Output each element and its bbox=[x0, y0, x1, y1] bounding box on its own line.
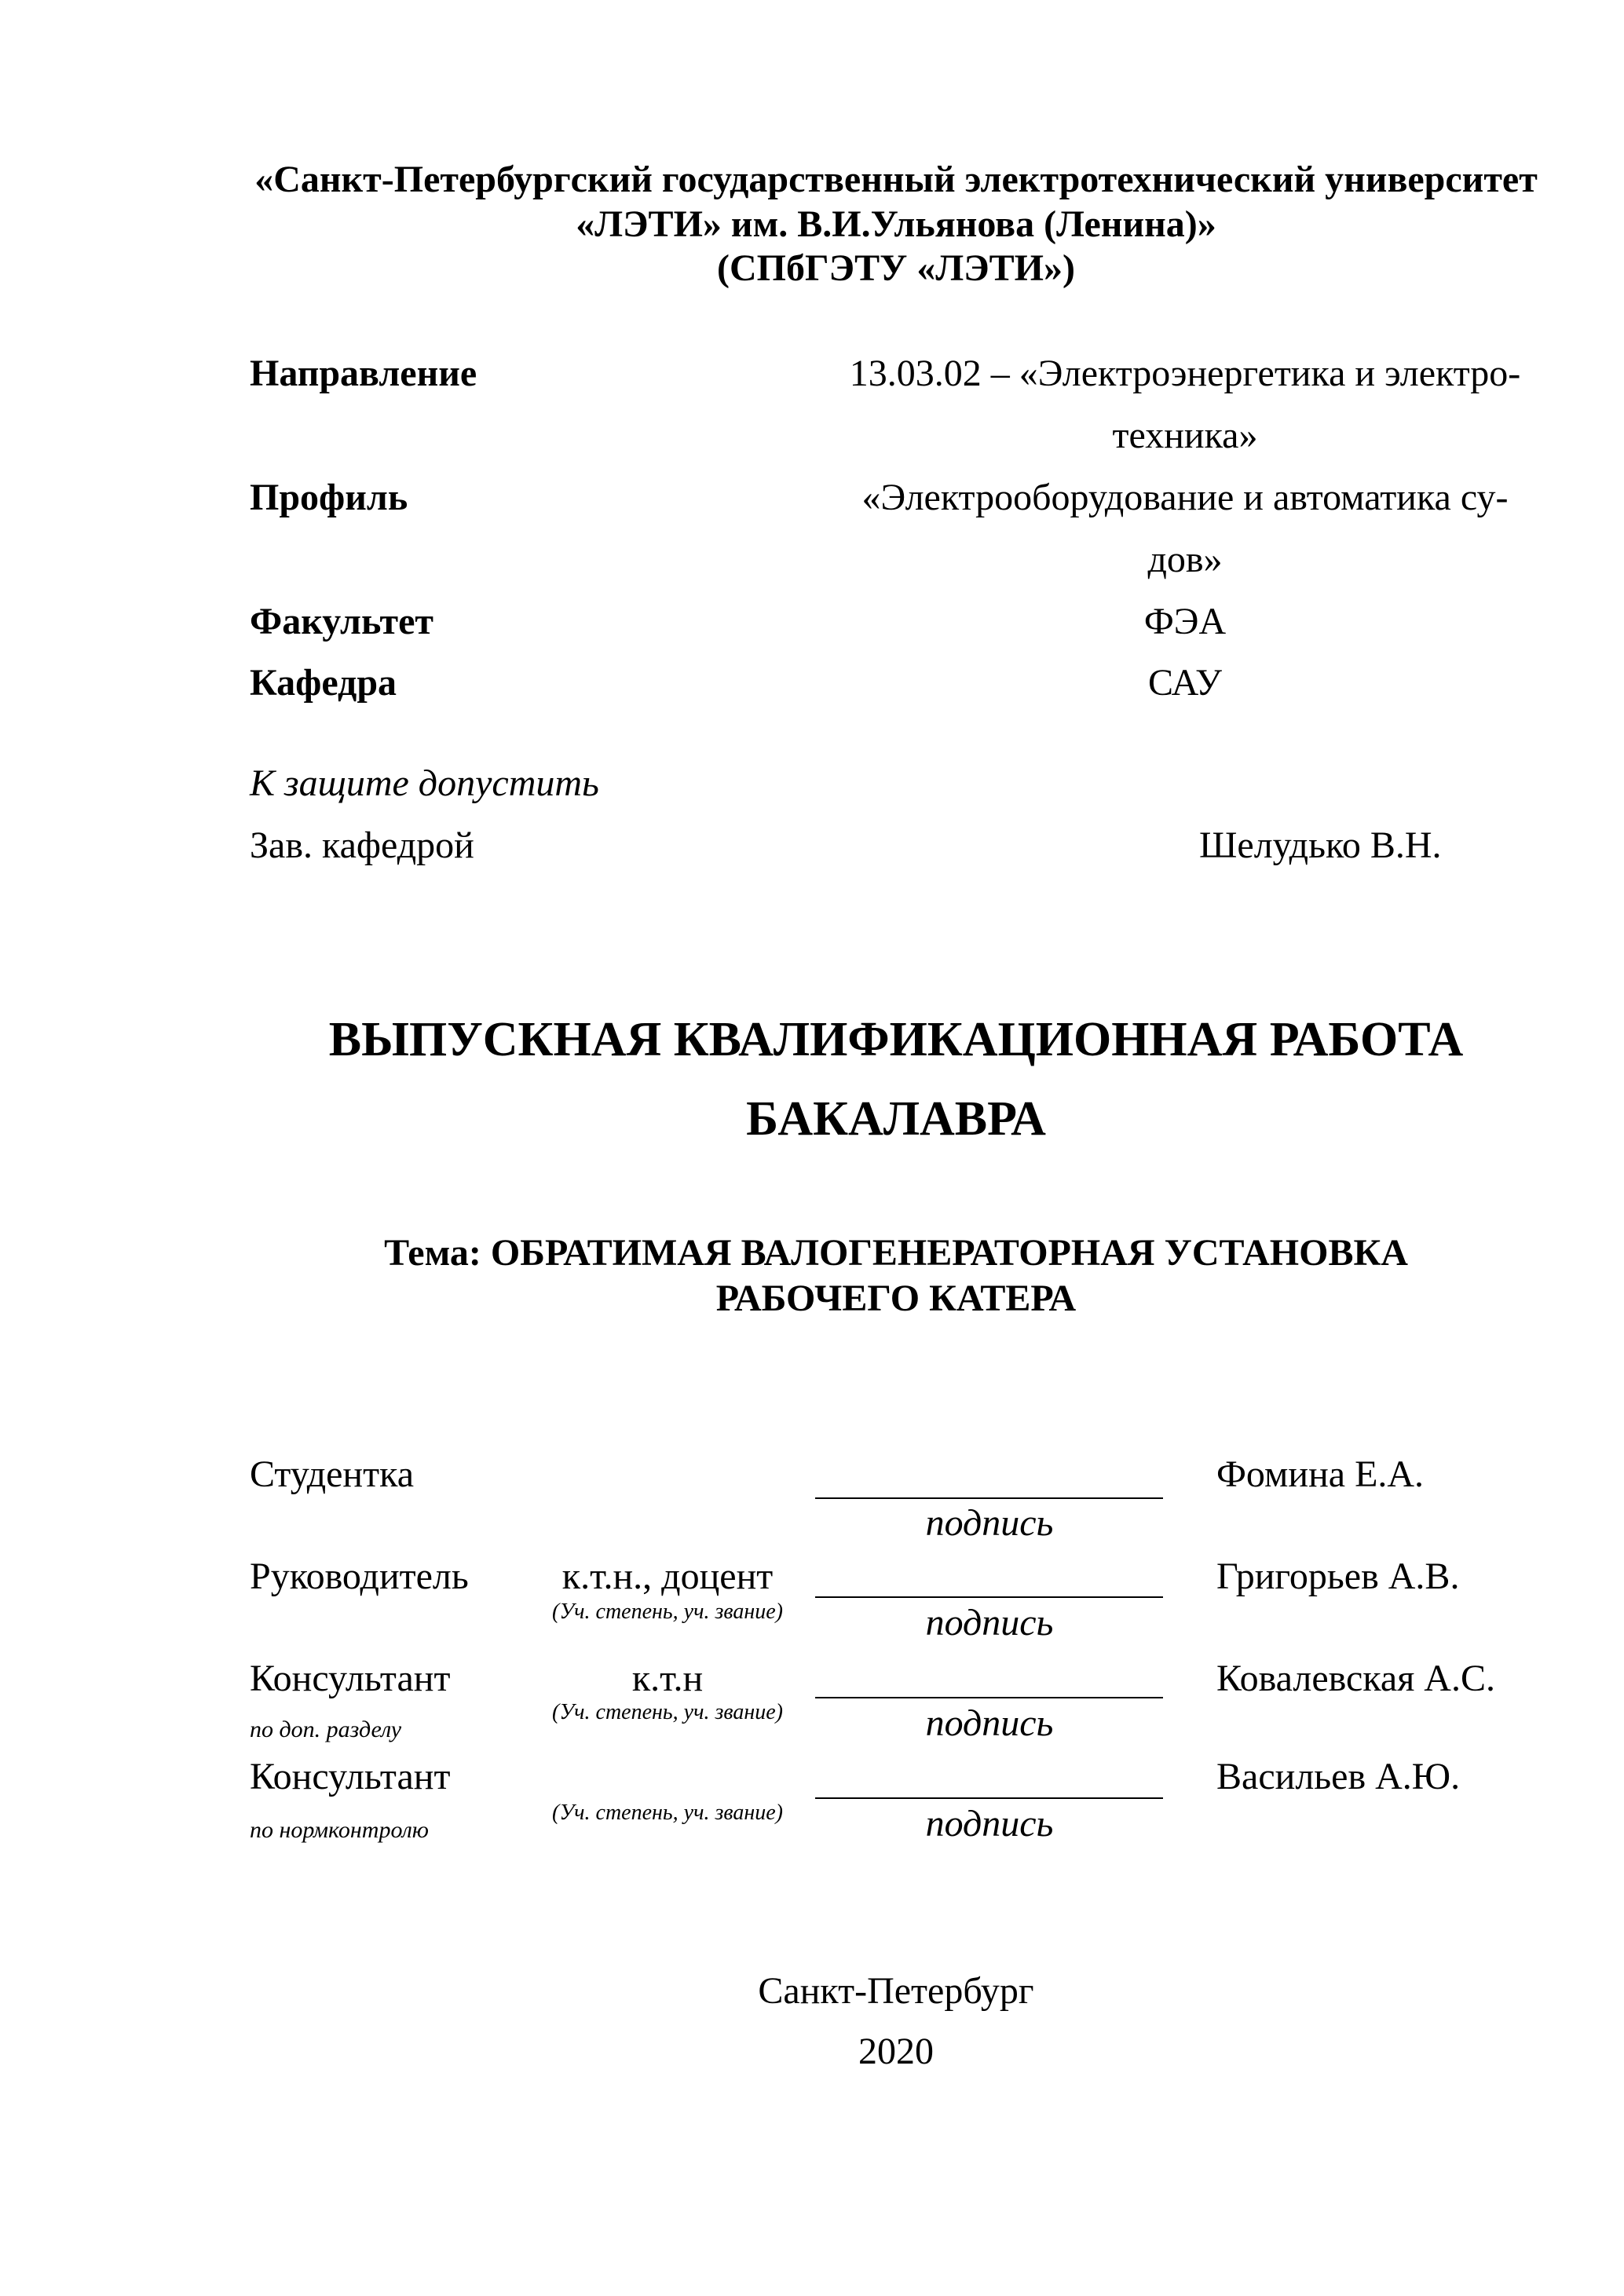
profile-label: Профиль bbox=[250, 477, 408, 518]
city: Санкт-Петербург bbox=[758, 1970, 1034, 2012]
faculty-label: Факультет bbox=[250, 601, 433, 642]
consultant2-sub: по нормконтролю bbox=[250, 1817, 429, 1843]
supervisor-degree: к.т.н., доцент bbox=[561, 1556, 774, 1597]
student-name: Фомина Е.А. bbox=[1216, 1453, 1425, 1495]
consultant1-name: Ковалевская А.С. bbox=[1216, 1658, 1495, 1699]
header-line-1: «Санкт-Петербургский государственный электротехнический университет bbox=[254, 159, 1538, 200]
faculty-value: ФЭА bbox=[1143, 601, 1227, 642]
title-line-1: ВЫПУСКНАЯ КВАЛИФИКАЦИОННАЯ РАБОТА bbox=[328, 1013, 1464, 1066]
supervisor-name: Григорьев А.В. bbox=[1216, 1556, 1460, 1597]
consultant2-label: Консультант bbox=[250, 1756, 451, 1797]
consultant1-degree: к.т.н bbox=[631, 1658, 704, 1699]
consultant2-name: Васильев А.Ю. bbox=[1216, 1756, 1461, 1797]
supervisor-sign-caption: подпись bbox=[925, 1602, 1054, 1643]
consultant1-degree-caption: (Уч. степень, уч. звание) bbox=[552, 1700, 783, 1724]
student-signature-line bbox=[815, 1497, 1163, 1499]
consultant1-label: Консультант bbox=[250, 1658, 451, 1699]
profile-value-2: дов» bbox=[1147, 539, 1223, 580]
topic-line-2: РАБОЧЕГО КАТЕРА bbox=[715, 1278, 1077, 1319]
supervisor-degree-caption: (Уч. степень, уч. звание) bbox=[552, 1600, 783, 1624]
head-label: Зав. кафедрой bbox=[250, 824, 474, 866]
header-line-3: (СПбГЭТУ «ЛЭТИ») bbox=[717, 247, 1075, 289]
department-label: Кафедра bbox=[250, 662, 397, 704]
student-label: Студентка bbox=[250, 1453, 414, 1495]
topic-line-1: Тема: ОБРАТИМАЯ ВАЛОГЕНЕРАТОРНАЯ УСТАНОВКА bbox=[384, 1232, 1408, 1274]
consultant2-signature-line bbox=[815, 1797, 1163, 1799]
consultant1-sub: по доп. разделу bbox=[250, 1717, 402, 1742]
direction-label: Направление bbox=[250, 353, 477, 394]
direction-value-2: техника» bbox=[1112, 415, 1258, 456]
consultant2-degree-caption: (Уч. степень, уч. звание) bbox=[552, 1801, 783, 1825]
consultant1-sign-caption: подпись bbox=[925, 1702, 1054, 1744]
profile-value-1: «Электрооборудование и автоматика су- bbox=[861, 477, 1509, 518]
title-line-2: БАКАЛАВРА bbox=[746, 1092, 1046, 1146]
supervisor-label: Руководитель bbox=[250, 1556, 469, 1597]
consultant2-sign-caption: подпись bbox=[925, 1803, 1054, 1844]
supervisor-signature-line bbox=[815, 1596, 1163, 1598]
admit-text: К защите допустить bbox=[250, 762, 599, 804]
header-line-2: «ЛЭТИ» им. В.И.Ульянова (Ленина)» bbox=[576, 203, 1216, 245]
consultant1-signature-line bbox=[815, 1697, 1163, 1698]
direction-value-1: 13.03.02 – «Электроэнергетика и электро- bbox=[849, 353, 1521, 394]
department-value: САУ bbox=[1147, 662, 1223, 704]
student-sign-caption: подпись bbox=[925, 1502, 1054, 1544]
year: 2020 bbox=[858, 2031, 934, 2072]
head-name: Шелудько В.Н. bbox=[1199, 824, 1442, 866]
